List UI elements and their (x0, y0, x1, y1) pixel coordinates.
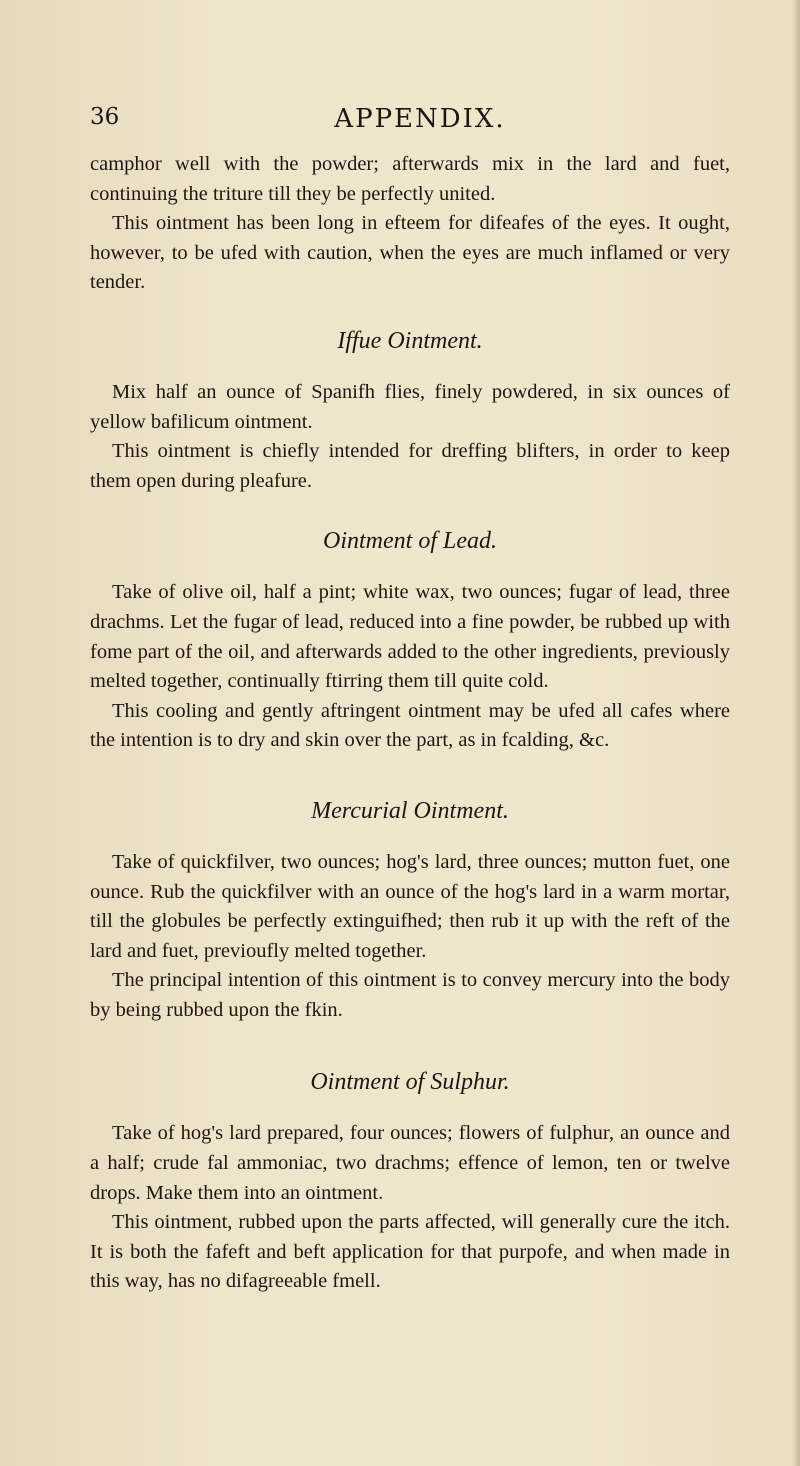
note-issue-ointment: This ointment is chiefly intended for dreffing blifters, in order to keep them open during pleafure. (90, 440, 730, 492)
section-title-ointment-of-sulphur: Ointment of Sulphur. (310, 1069, 510, 1096)
recipe-ointment-of-lead: Take of olive oil, half a pint; white wax, two ounces; fugar of lead, three drachms. Let the fugar of lead, reduced into a fine powder, be rubbed up with fome part of the oil, and afterwards added to the other ingredients, previously melted together, continually ftirring them till quite cold. (90, 581, 730, 693)
page-body (90, 150, 730, 1297)
section-title-issue-ointment: Iffue Ointment. (337, 327, 483, 354)
note-mercurial-ointment: The principal intention of this ointment is to convey mercury into the body by being rubbed upon the fkin. (90, 969, 730, 1021)
page-header (90, 104, 730, 144)
recipe-mercurial-ointment: Take of quickfilver, two ounces; hog's lard, three ounces; mutton fuet, one ounce. Rub the quickfilver with an ounce of the hog's lard in a warm mortar, till the globules be perfectly extinguifhed; then rub it up with the reft of the lard and fuet, previoufly melted together. (90, 850, 730, 962)
opening-note: This ointment has been long in efteem for difeafes of the eyes. It ought, however, to be ufed with caution, when the eyes are much inflamed or very tender. (90, 212, 730, 294)
note-ointment-of-lead: This cooling and gently aftringent ointment may be ufed all cafes where the intention is to dry and skin over the part, as in fcalding, &c. (90, 699, 730, 752)
recipe-issue-ointment: Mix half an ounce of Spanifh flies, finely powdered, in six ounces of yellow bafilicum ointment. (90, 380, 730, 433)
page-number: 36 (90, 104, 120, 130)
note-ointment-of-sulphur: This ointment, rubbed upon the parts affected, will generally cure the itch. It is both the fafeft and beft application for that purpofe, and when made in this way, has no difagreeable fmell. (90, 1211, 730, 1293)
section-title-ointment-of-lead: Ointment of Lead. (323, 528, 497, 555)
running-head: APPENDIX. (334, 104, 506, 134)
page-edge-shadow (792, 0, 800, 1466)
recipe-ointment-of-sulphur: Take of hog's lard prepared, four ounces; flowers of fulphur, an ounce and a half; crude fal ammoniac, two drachms; effence of lemon, ten or twelve drops. Make them into an ointment. (90, 1122, 730, 1204)
section-title-mercurial-ointment: Mercurial Ointment. (311, 797, 509, 824)
opening-paragraph: camphor well with the powder; afterwards mix in the lard and fuet, continuing the triture till they be perfectly united. (90, 153, 730, 205)
